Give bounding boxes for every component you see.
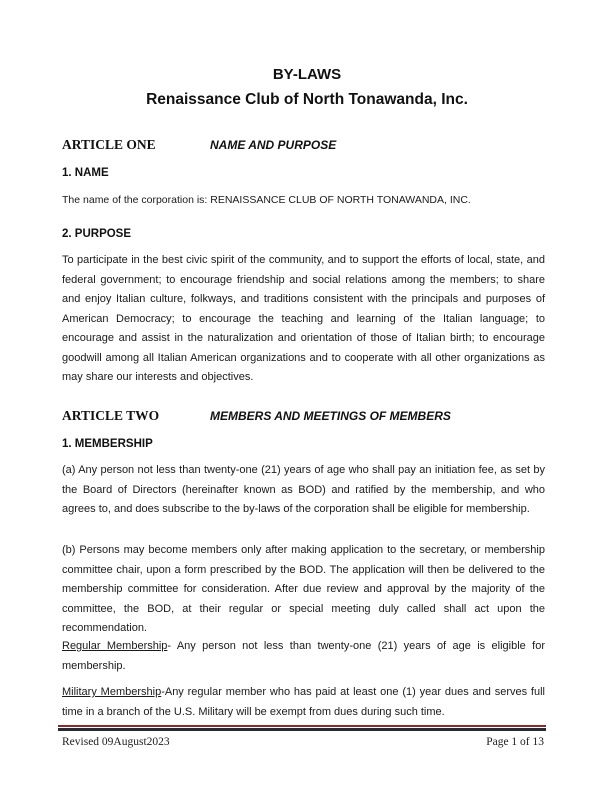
section-membership-heading: 1. MEMBERSHIP [62, 438, 153, 450]
article-two-label: ARTICLE TWO [62, 408, 160, 423]
regular-membership-label: Regular Membership [62, 640, 168, 652]
footer-page-number: Page 1 of 13 [486, 736, 544, 748]
article-two-heading: MEMBERS AND MEETINGS OF MEMBERS [210, 409, 451, 423]
membership-paragraph-a: (a) Any person not less than twenty-one (21) years of age who shall pay an initiation fee, as set by the Board of Directors (hereinafter known as BOD) and ratified by the membership, and who agrees to, and does subscribe to the by-laws of the corporation shall be eligible for membership. [62, 464, 545, 515]
section-purpose-heading: 2. PURPOSE [62, 228, 132, 240]
footer-divider-red [58, 725, 546, 727]
military-membership-label: Military Membership [62, 686, 162, 698]
military-membership-text: -Any regular member who has paid at least one (1) year dues and serves full time in a branch of the U.S. Military will be exempt from dues during such time. [62, 686, 545, 718]
footer-revised-date: Revised 09August2023 [62, 736, 170, 748]
regular-membership-text: - Any person not less than twenty-one (21) years of age is eligible for membership. [62, 640, 545, 672]
section-purpose-text: To participate in the best civic spirit of the community, and to support the efforts of local, state, and federal government; to encourage friendship and social relations among the members; to share and enjoy Italian culture, folkways, and traditions consistent with the principals and purposes of American Democracy; to encourage the teaching and learning of the Italian language; to encourage and assist in the naturalization and orientation of those of Italian birth; to encourage goodwill among all Italian American organizations and to cooperate with all other organizations as may share our interests and objectives. [62, 254, 545, 383]
regular-membership-paragraph [62, 637, 545, 676]
section-name-text: The name of the corporation is: RENAISSANCE CLUB OF NORTH TONAWANDA, INC. [62, 194, 471, 206]
footer-divider-dark [58, 728, 546, 731]
article-one-heading: NAME AND PURPOSE [210, 138, 337, 152]
section-name-heading: 1. NAME [62, 167, 109, 179]
document-title: BY-LAWS [272, 66, 342, 83]
document-subtitle: Renaissance Club of North Tonawanda, Inc. [146, 91, 468, 108]
military-membership-paragraph [62, 683, 545, 722]
membership-paragraph-b: (b) Persons may become members only after making application to the secretary, or membership committee chair, upon a form prescribed by the BOD. The application will then be delivered to the membership committee for consideration. After due review and approval by the majority of the committee, the BOD, at their regular or special meeting duly called shall act upon the recommendation. [62, 544, 545, 634]
article-one-label: ARTICLE ONE [62, 137, 156, 152]
